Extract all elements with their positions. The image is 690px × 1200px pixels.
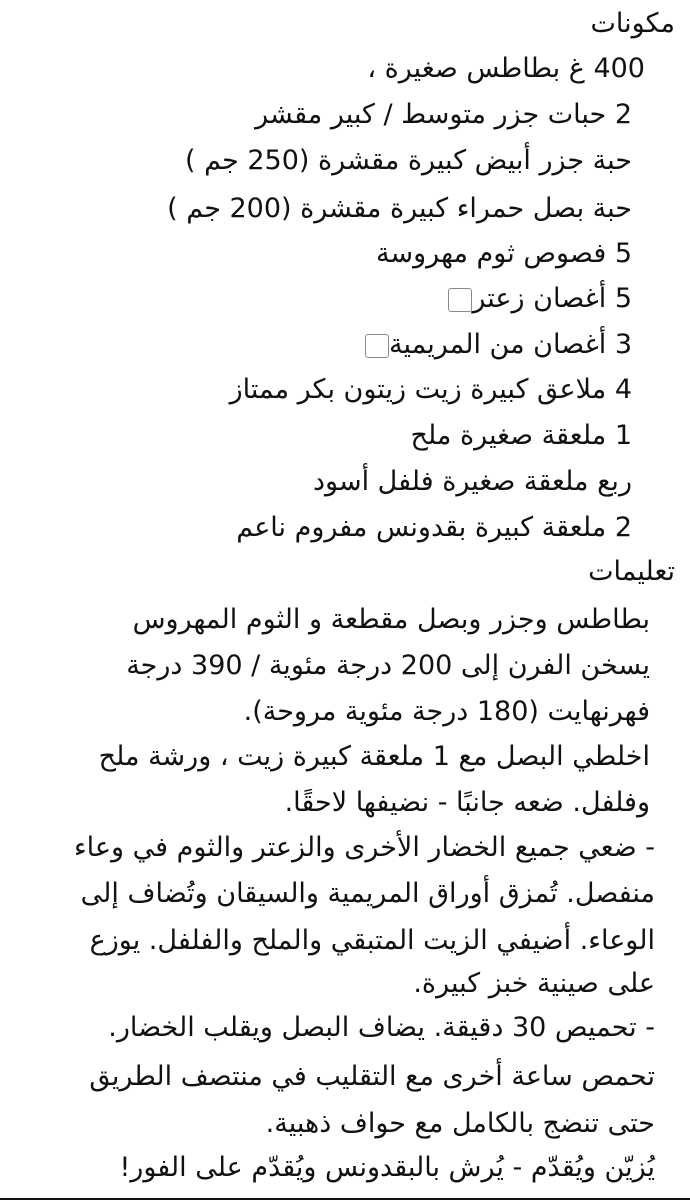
instruction-line: منفصل. تُمزق أوراق المريمية والسيقان وتُضاف إلى — [80, 878, 655, 909]
ingredients-heading: مكونات — [590, 8, 675, 39]
ingredient-line: 5 فصوص ثوم مهروسة — [376, 238, 632, 269]
ingredient-line: حبة جزر أبيض كبيرة مقشرة (250 جم ) — [185, 145, 632, 176]
instruction-line: يسخن الفرن إلى 200 درجة مئوية / 390 درجة — [126, 650, 650, 681]
instruction-line: تحمص ساعة أخرى مع التقليب في منتصف الطريق — [89, 1061, 655, 1092]
instruction-line: بطاطس وجزر وبصل مقطعة و الثوم المهروس — [132, 604, 650, 635]
ingredient-line: ربع ملعقة صغيرة فلفل أسود — [312, 466, 632, 497]
instruction-line: حتى تنضج بالكامل مع حواف ذهبية. — [265, 1108, 655, 1139]
ingredient-line: 2 حبات جزر متوسط / كبير مقشر — [255, 99, 632, 130]
instruction-line: يُزيّن ويُقدّم - يُرش بالبقدونس ويُقدّم على الفور! — [119, 1152, 655, 1183]
ingredient-line: 400 غ بطاطس صغيرة ، — [367, 53, 645, 84]
ingredient-line-with-checkbox — [0, 321, 690, 369]
ingredient-line: 4 ملاعق كبيرة زيت زيتون بكر ممتاز — [229, 374, 632, 405]
instruction-line: - ضعي جميع الخضار الأخرى والزعتر والثوم في وعاء — [73, 832, 655, 863]
instruction-line: اخلطي البصل مع 1 ملعقة كبيرة زيت ، ورشة ملح — [98, 741, 650, 772]
instruction-line: على صينية خبز كبيرة. — [413, 968, 655, 999]
ingredient-line: حبة بصل حمراء كبيرة مقشرة (200 جم ) — [167, 193, 632, 224]
instructions-heading: تعليمات — [588, 556, 675, 587]
ingredient-line: 1 ملعقة صغيرة ملح — [410, 420, 632, 451]
ingredient-line-with-checkbox — [0, 275, 690, 323]
instruction-line: الوعاء. أضيفي الزيت المتبقي والملح والفلفل. يوزع — [89, 925, 655, 956]
ingredient-text: 5 أغصان زعتر — [472, 283, 632, 314]
checkbox[interactable] — [448, 288, 472, 312]
instruction-line: فهرنهايت (180 درجة مئوية مروحة). — [243, 696, 650, 727]
ingredient-text: 3 أغصان من المريمية — [388, 329, 632, 360]
instruction-line: وفلفل. ضعه جانبًا - نضيفها لاحقًا. — [284, 787, 650, 818]
ingredient-line: 2 ملعقة كبيرة بقدونس مفروم ناعم — [236, 512, 632, 543]
checkbox[interactable] — [365, 334, 389, 358]
instruction-line: - تحميص 30 دقيقة. يضاف البصل ويقلب الخضار. — [108, 1012, 655, 1043]
